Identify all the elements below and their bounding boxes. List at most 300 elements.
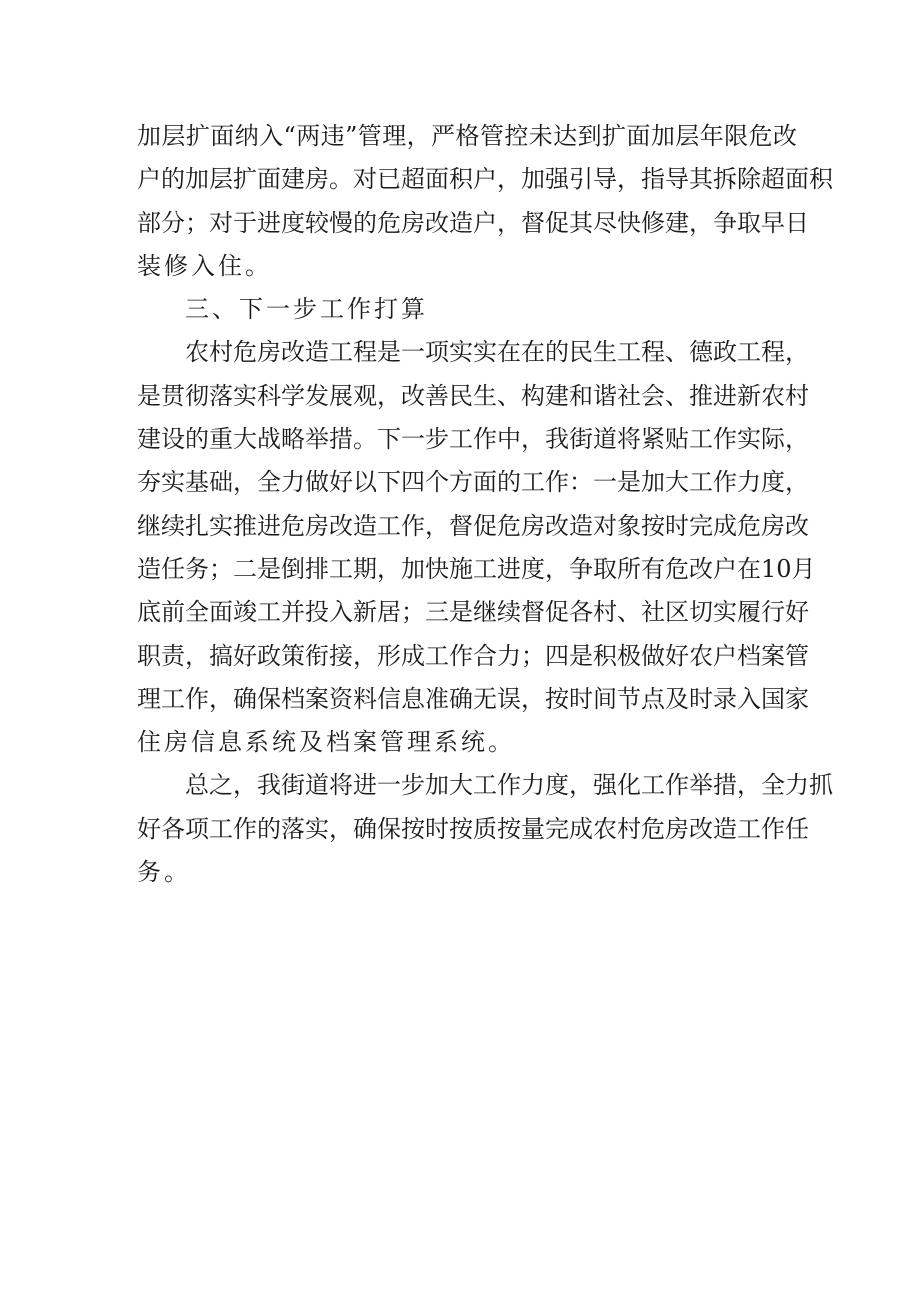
- text-char: 加: [641, 468, 665, 497]
- text-char: 取: [593, 554, 617, 583]
- text-char: 项: [425, 338, 449, 367]
- text-char: 加: [521, 165, 545, 194]
- text-char: 按: [641, 511, 665, 540]
- text-char: 层: [209, 165, 233, 194]
- text-char: 排: [305, 554, 329, 583]
- text-char: 造: [305, 338, 329, 367]
- text-char: 并: [281, 598, 305, 627]
- text-line: [137, 331, 809, 374]
- text-line: [137, 418, 809, 461]
- text-char: 危: [665, 554, 689, 583]
- text-char: 房: [305, 511, 329, 540]
- text-char: 的: [161, 165, 185, 194]
- text-char: 略: [281, 425, 305, 454]
- text-char: 抓: [809, 771, 833, 800]
- text-char: 力: [737, 468, 761, 497]
- text-char: 房: [305, 165, 329, 194]
- text-char: 度: [521, 554, 545, 583]
- text-char: 案: [761, 641, 785, 670]
- text-char: 科: [257, 381, 281, 410]
- text-char: 中: [497, 425, 521, 454]
- text-char: 导: [593, 165, 617, 194]
- text-char: ，: [329, 814, 353, 843]
- text-char: 街: [569, 425, 593, 454]
- text-char: ，: [785, 425, 809, 454]
- text-char: 督: [449, 511, 473, 540]
- text-char: 道: [305, 771, 329, 800]
- text-char: 大: [449, 771, 473, 800]
- text-char: 农: [185, 338, 209, 367]
- text-char: 展: [329, 381, 353, 410]
- text-char: 社: [617, 381, 641, 410]
- text-char: 危: [497, 511, 521, 540]
- text-char: 象: [617, 511, 641, 540]
- text-char: 户: [473, 208, 497, 237]
- text-line: [137, 635, 809, 678]
- text-char: 两: [296, 122, 321, 150]
- document-body: [137, 115, 833, 894]
- text-char: 面: [473, 468, 497, 497]
- text-char: 战: [257, 425, 281, 454]
- text-char: 管: [357, 122, 382, 150]
- text-line: [137, 461, 809, 504]
- text-line: [137, 591, 809, 634]
- text-char: 进: [353, 771, 377, 800]
- text-char: 农: [593, 814, 617, 843]
- text-char: ；: [185, 208, 209, 237]
- text-char: 举: [689, 771, 713, 800]
- text-char: 方: [449, 468, 473, 497]
- text-char: 争: [713, 208, 737, 237]
- text-char: 扩: [185, 122, 210, 150]
- text-char: 息: [401, 684, 425, 713]
- text-char: 贯: [161, 381, 185, 410]
- text-char: 一: [593, 468, 617, 497]
- text-char: 建: [545, 381, 569, 410]
- text-char: 是: [377, 338, 401, 367]
- text-char: 准: [425, 684, 449, 713]
- text-char: 、: [665, 338, 689, 367]
- text-char: 务: [185, 554, 209, 583]
- text-char: 造: [449, 208, 473, 237]
- text-char: 面: [785, 165, 809, 194]
- text-char: 一: [401, 425, 425, 454]
- text-char: 强: [545, 165, 569, 194]
- text-char: 作: [713, 425, 737, 454]
- text-char: 案: [305, 684, 329, 713]
- text-char: 危: [737, 511, 761, 540]
- text-char: 年: [699, 122, 724, 150]
- text-char: 拆: [713, 165, 737, 194]
- text-char: 是: [137, 381, 161, 410]
- text-char: 力: [497, 641, 521, 670]
- text-char: 个: [425, 468, 449, 497]
- text-char: 在: [521, 338, 545, 367]
- text-char: 底: [137, 598, 161, 627]
- text-char: 做: [305, 468, 329, 497]
- text-char: 农: [689, 641, 713, 670]
- text-char: 改: [689, 554, 713, 583]
- text-char: 作: [185, 684, 209, 713]
- text-char: 质: [473, 814, 497, 843]
- text-char: 改: [329, 511, 353, 540]
- text-char: 力: [281, 468, 305, 497]
- text-char: 工: [473, 554, 497, 583]
- text-char: 将: [617, 425, 641, 454]
- text-char: 三: [425, 598, 449, 627]
- text-char: 成: [401, 641, 425, 670]
- text-char: 项: [185, 814, 209, 843]
- text-char: 彻: [185, 381, 209, 410]
- text-char: 引: [569, 165, 593, 194]
- text-char: 履: [737, 598, 761, 627]
- text-char: 村: [593, 598, 617, 627]
- text-char: 力: [521, 771, 545, 800]
- text-char: 是: [617, 468, 641, 497]
- text-char: 实: [209, 511, 233, 540]
- text-char: 实: [305, 814, 329, 843]
- text-char: 保: [257, 684, 281, 713]
- text-char: 录: [713, 684, 737, 713]
- text-char: 慢: [329, 208, 353, 237]
- text-char: 促: [473, 511, 497, 540]
- text-char: 政: [713, 338, 737, 367]
- text-char: 、: [497, 381, 521, 410]
- text-char: 积: [449, 165, 473, 194]
- text-char: 大: [233, 425, 257, 454]
- text-char: 层: [161, 122, 186, 150]
- text-char: 扎: [185, 511, 209, 540]
- text-char: ，: [497, 165, 521, 194]
- text-char: 改: [425, 208, 449, 237]
- text-char: ，: [377, 554, 401, 583]
- text-char: 造: [713, 814, 737, 843]
- text-char: 新: [353, 598, 377, 627]
- text-char: 续: [497, 598, 521, 627]
- text-char: 工: [449, 425, 473, 454]
- text-char: 续: [161, 511, 185, 540]
- text-char: 民: [569, 338, 593, 367]
- text-char: 快: [425, 554, 449, 583]
- text-char: 期: [353, 554, 377, 583]
- text-char: 夯: [137, 468, 161, 497]
- text-char: 有: [641, 554, 665, 583]
- text-char: 危: [281, 511, 305, 540]
- text-char: 争: [569, 554, 593, 583]
- text-char: 成: [569, 814, 593, 843]
- text-char: 超: [401, 165, 425, 194]
- text-char: 工: [209, 814, 233, 843]
- text-char: 谐: [593, 381, 617, 410]
- text-char: 进: [257, 208, 281, 237]
- text-char: 极: [617, 641, 641, 670]
- text-char: 对: [593, 511, 617, 540]
- text-line: [137, 202, 809, 245]
- text-char: 作: [449, 641, 473, 670]
- text-char: 完: [689, 511, 713, 540]
- text-char: 工: [689, 425, 713, 454]
- text-char: 工: [689, 468, 713, 497]
- text-char: ，: [233, 468, 257, 497]
- text-char: 举: [305, 425, 329, 454]
- text-char: 实: [449, 338, 473, 367]
- text-char: 作: [497, 771, 521, 800]
- text-char: 时: [569, 684, 593, 713]
- text-char: 层: [675, 122, 700, 150]
- text-char: ，: [785, 468, 809, 497]
- text-char: 各: [161, 814, 185, 843]
- text-char: 取: [737, 208, 761, 237]
- text-char: 较: [305, 208, 329, 237]
- text-char: 工: [473, 771, 497, 800]
- text-char: ，: [689, 208, 713, 237]
- text-char: 度: [761, 468, 785, 497]
- text-char: 措: [329, 425, 353, 454]
- text-char: 是: [257, 554, 281, 583]
- text-char: 、: [617, 598, 641, 627]
- text-char: 理: [137, 684, 161, 713]
- text-char: 全: [185, 598, 209, 627]
- text-char: ：: [569, 468, 593, 497]
- text-char: 责: [161, 641, 185, 670]
- text-char: 构: [521, 381, 545, 410]
- text-line: 住房信息系统及档案管理系统。: [137, 728, 515, 757]
- text-char: 步: [401, 771, 425, 800]
- text-char: 完: [545, 814, 569, 843]
- text-char: 在: [737, 554, 761, 583]
- text-char: 改: [785, 511, 809, 540]
- text-char: 面: [425, 165, 449, 194]
- section-heading: 三、下一步工作打算: [185, 295, 428, 324]
- text-char: 工: [377, 511, 401, 540]
- text-char: 实: [473, 338, 497, 367]
- text-char: 程: [353, 338, 377, 367]
- text-char: 户: [137, 165, 161, 194]
- text-char: 早: [761, 208, 785, 237]
- text-char: 入: [329, 598, 353, 627]
- text-char: 观: [353, 381, 377, 410]
- text-char: 入: [737, 684, 761, 713]
- text-char: 好: [665, 641, 689, 670]
- text-char: 改: [281, 338, 305, 367]
- text-char: 是: [449, 598, 473, 627]
- text-char: 其: [689, 165, 713, 194]
- text-char: 工: [617, 338, 641, 367]
- text-char: 按: [401, 814, 425, 843]
- text-char: 节: [617, 684, 641, 713]
- text-line: [137, 548, 816, 591]
- text-char: 贴: [665, 425, 689, 454]
- text-line: [137, 158, 833, 201]
- text-char: 衔: [305, 641, 329, 670]
- text-char: 民: [449, 381, 473, 410]
- text-char: 街: [281, 771, 305, 800]
- text-char: 确: [449, 684, 473, 713]
- text-char: 户: [713, 641, 737, 670]
- text-char: 和: [569, 381, 593, 410]
- text-char: 作: [761, 814, 785, 843]
- text-char: 作: [473, 425, 497, 454]
- text-char: 在: [497, 338, 521, 367]
- text-char: 间: [593, 684, 617, 713]
- text-line: [137, 375, 809, 418]
- text-char: ，: [233, 771, 257, 800]
- text-char: 户: [713, 554, 737, 583]
- text-char: 进: [497, 554, 521, 583]
- text-char: 一: [401, 338, 425, 367]
- text-char: 未: [528, 122, 553, 150]
- text-char: 管: [785, 641, 809, 670]
- text-line: 装修入住。: [137, 251, 272, 280]
- text-char: 时: [689, 684, 713, 713]
- text-char: 作: [233, 814, 257, 843]
- text-char: 工: [329, 554, 353, 583]
- text-char: 改: [689, 814, 713, 843]
- text-char: 生: [473, 381, 497, 410]
- text-char: 。: [353, 425, 377, 454]
- text-char: 导: [665, 165, 689, 194]
- text-char: 到: [577, 122, 602, 150]
- text-char: 德: [689, 338, 713, 367]
- text-char: 步: [425, 425, 449, 454]
- text-char: 纳: [234, 122, 259, 150]
- text-char: 学: [281, 381, 305, 410]
- text-char: 超: [761, 165, 785, 194]
- text-line: [137, 115, 797, 158]
- text-char: ；: [209, 554, 233, 583]
- text-char: 房: [257, 338, 281, 367]
- text-char: 扩: [602, 122, 626, 150]
- text-char: 及: [665, 684, 689, 713]
- text-char: 档: [281, 684, 305, 713]
- text-char: 建: [281, 165, 305, 194]
- text-char: 按: [545, 684, 569, 713]
- text-char: 限: [724, 122, 749, 150]
- text-char: 切: [689, 598, 713, 627]
- text-char: 危: [233, 338, 257, 367]
- text-char: 房: [761, 511, 785, 540]
- text-char: 作: [401, 511, 425, 540]
- text-char: 区: [665, 598, 689, 627]
- text-char: 我: [545, 425, 569, 454]
- text-char: 社: [641, 598, 665, 627]
- text-char: 实: [161, 468, 185, 497]
- text-char: 国: [761, 684, 785, 713]
- text-char: 积: [593, 641, 617, 670]
- text-char: 作: [545, 468, 569, 497]
- text-char: 建: [137, 425, 161, 454]
- text-char: 危: [641, 814, 665, 843]
- text-char: 推: [689, 381, 713, 410]
- text-char: 下: [377, 468, 401, 497]
- text-char: 善: [425, 381, 449, 410]
- text-char: 信: [377, 684, 401, 713]
- text-char: 无: [473, 684, 497, 713]
- text-char: 我: [257, 771, 281, 800]
- text-char: ”: [345, 122, 358, 150]
- text-char: 重: [209, 425, 233, 454]
- text-char: 村: [209, 338, 233, 367]
- text-char: 二: [233, 554, 257, 583]
- text-char: 推: [233, 511, 257, 540]
- text-char: 进: [713, 381, 737, 410]
- text-char: 化: [617, 771, 641, 800]
- text-char: 促: [545, 598, 569, 627]
- text-char: 工: [737, 814, 761, 843]
- text-char: 造: [137, 554, 161, 583]
- text-char: 的: [257, 814, 281, 843]
- text-char: 接: [329, 641, 353, 670]
- text-char: 进: [257, 511, 281, 540]
- text-char: 分: [161, 208, 185, 237]
- text-char: 入: [259, 122, 284, 150]
- text-char: 部: [137, 208, 161, 237]
- text-char: 改: [545, 511, 569, 540]
- text-char: 合: [473, 641, 497, 670]
- text-char: 工: [161, 684, 185, 713]
- text-char: 误: [497, 684, 521, 713]
- text-char: 落: [281, 814, 305, 843]
- text-char: 发: [305, 381, 329, 410]
- text-char: 继: [137, 511, 161, 540]
- text-char: 建: [665, 208, 689, 237]
- text-char: 作: [665, 771, 689, 800]
- text-char: 四: [401, 468, 425, 497]
- text-char: ，: [353, 641, 377, 670]
- text-char: 改: [401, 381, 425, 410]
- text-char: ，: [377, 381, 401, 410]
- text-char: 促: [545, 208, 569, 237]
- text-char: 各: [569, 598, 593, 627]
- text-char: ；: [521, 641, 545, 670]
- text-char: 料: [353, 684, 377, 713]
- text-char: ，: [617, 165, 641, 194]
- text-char: 居: [377, 598, 401, 627]
- text-char: 控: [504, 122, 529, 150]
- text-char: 除: [737, 165, 761, 194]
- text-char: 理: [382, 122, 407, 150]
- text-line: [137, 678, 809, 721]
- text-char: 农: [761, 381, 785, 410]
- text-char: 扩: [233, 165, 257, 194]
- text-char: 四: [545, 641, 569, 670]
- text-char: 任: [161, 554, 185, 583]
- text-char: 档: [737, 641, 761, 670]
- text-char: 紧: [641, 425, 665, 454]
- text-char: 家: [785, 684, 809, 713]
- text-char: 的: [353, 208, 377, 237]
- text-char: 继: [473, 598, 497, 627]
- text-char: 实: [713, 598, 737, 627]
- text-char: 督: [521, 598, 545, 627]
- text-char: ，: [521, 425, 545, 454]
- text-char: 面: [257, 165, 281, 194]
- text-char: ，: [185, 641, 209, 670]
- text-char: 全: [257, 468, 281, 497]
- text-line: 务。: [137, 858, 191, 887]
- text-char: 生: [593, 338, 617, 367]
- text-line: [137, 808, 809, 851]
- text-char: 尽: [593, 208, 617, 237]
- text-char: 前: [161, 598, 185, 627]
- text-char: ，: [569, 771, 593, 800]
- text-char: 搞: [209, 641, 233, 670]
- text-char: 强: [593, 771, 617, 800]
- text-char: 违: [320, 122, 345, 150]
- text-char: 房: [401, 208, 425, 237]
- text-char: 房: [665, 814, 689, 843]
- text-char: 督: [521, 208, 545, 237]
